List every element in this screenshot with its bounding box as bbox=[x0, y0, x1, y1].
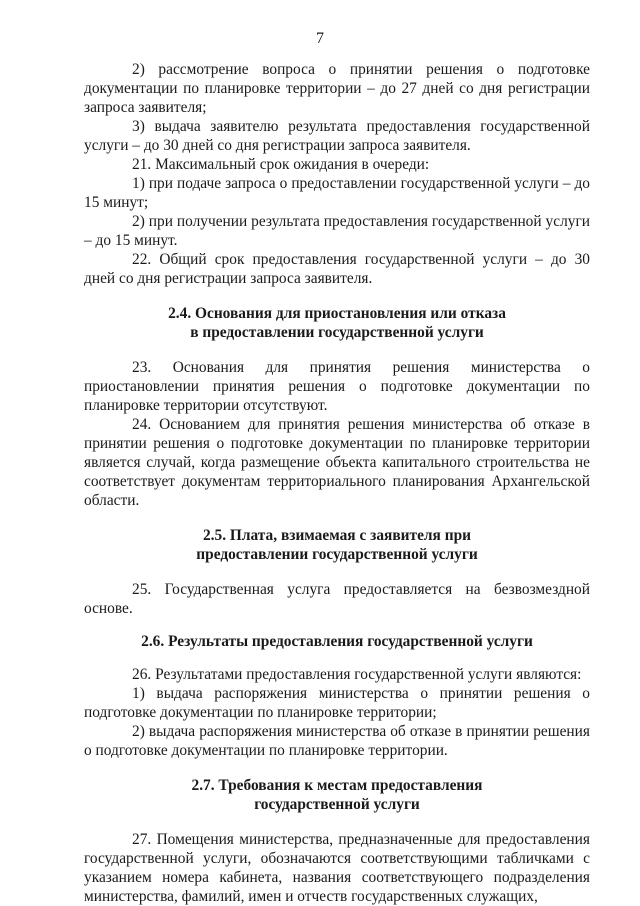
section-heading-2-7-line1: 2.7. Требования к местам предоставления bbox=[191, 777, 483, 794]
paragraph-22: 22. Общий срок предоставления государственной услуги – до 30 дней со дня регистрации запроса заявителя. bbox=[84, 251, 590, 287]
section-heading-2-6: 2.6. Результаты предоставления государственной услуги bbox=[141, 633, 533, 650]
section-heading-2-4-line2: в предоставлении государственной услуги bbox=[190, 324, 484, 341]
paragraph-27: 27. Помещения министерства, предназначенные для предоставления государственной услуги, обозначаются соответствующими табличками с указанием номера кабинета, названия соответствующего подразделения министерства, фамилий, имен и отчеств государственных служащих, bbox=[84, 831, 590, 905]
paragraph-24: 24. Основанием для принятия решения министерства об отказе в принятии решения о подготовке документации по планировке территории является случай, когда размещение объекта капитального строительства не соответствует документам территориального планирования Архангельской области. bbox=[84, 416, 590, 509]
section-heading-2-4 bbox=[84, 304, 590, 342]
paragraph-26: 26. Результатами предоставления государственной услуги являются: bbox=[132, 666, 582, 683]
section-heading-2-5 bbox=[84, 526, 590, 564]
paragraph-21-1: 1) при подаче запроса о предоставлении государственной услуги – до 15 минут; bbox=[84, 175, 590, 211]
paragraph-25: 25. Государственная услуга предоставляется на безвозмездной основе. bbox=[84, 581, 590, 617]
paragraph-26-1: 1) выдача распоряжения министерства о принятии решения о подготовке документации по планировке территории; bbox=[84, 685, 590, 721]
section-heading-2-5-line2: предоставлении государственной услуги bbox=[196, 546, 478, 563]
section-heading-2-5-line1: 2.5. Плата, взимаемая с заявителя при bbox=[202, 527, 472, 544]
paragraph-20-3: 3) выдача заявителю результата предоставления государственной услуги – до 30 дней со дня регистрации запроса заявителя. bbox=[84, 118, 590, 154]
document-body bbox=[84, 60, 590, 906]
section-heading-2-4-line1: 2.4. Основания для приостановления или отказа bbox=[168, 305, 506, 322]
paragraph-26-2: 2) выдача распоряжения министерства об отказе в принятии решения о подготовке документации по планировке территории. bbox=[84, 723, 590, 759]
section-heading-2-7-line2: государственной услуги bbox=[254, 796, 420, 813]
section-heading-2-7 bbox=[84, 776, 590, 814]
page-number: 7 bbox=[316, 30, 324, 47]
paragraph-23: 23. Основания для принятия решения министерства о приостановлении принятия решения о подготовке документации по планировке территории отсутствуют. bbox=[84, 359, 590, 414]
paragraph-20-2: 2) рассмотрение вопроса о принятии решения о подготовке документации по планировке территории – до 27 дней со дня регистрации запроса заявителя; bbox=[84, 61, 590, 116]
paragraph-21-2: 2) при получении результата предоставления государственной услуги – до 15 минут. bbox=[84, 213, 590, 249]
paragraph-21: 21. Максимальный срок ожидания в очереди: bbox=[132, 156, 430, 173]
